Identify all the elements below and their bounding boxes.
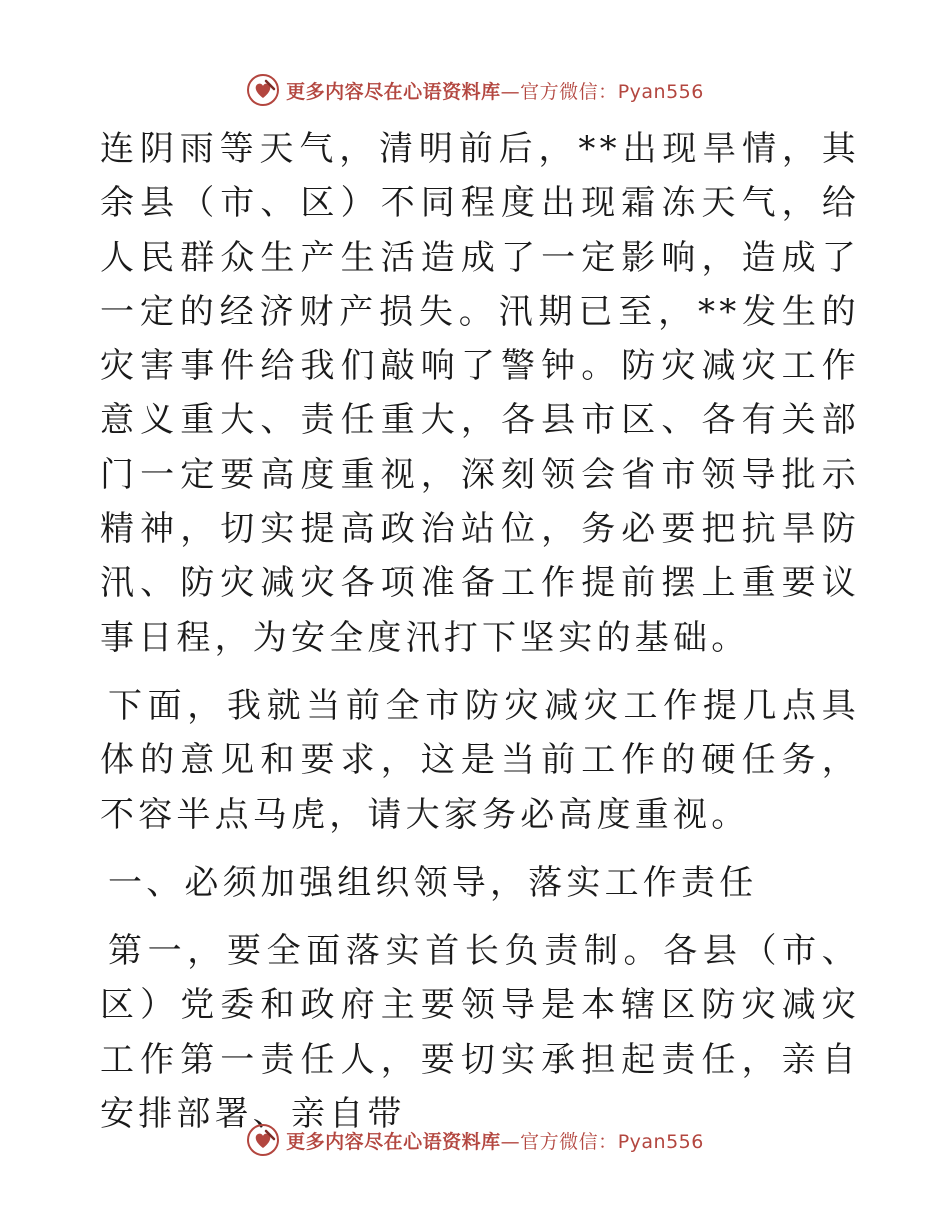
watermark-separator: — [500,1130,521,1153]
paragraph-first-point: 第一，要全面落实首长负责制。各县（市、区）党委和政府主要领导是本辖区防灾减灾工作第一责任人，要切实承担起责任，亲自安排部署、亲自带 [100,931,860,1135]
heart-pen-logo-icon [246,1123,280,1157]
section-heading-1: 一、必须加强组织领导，落实工作责任 [108,862,758,903]
watermark-wechat-id: Pyan556 [617,80,704,103]
watermark-wechat-id: Pyan556 [617,1130,704,1153]
paragraph-requirements: 下面，我就当前全市防灾减灾工作提几点具体的意见和要求，这是当前工作的硬任务，不容半点马虎，请大家务必高度重视。 [100,685,860,835]
watermark-main-text: 更多内容尽在心语资料库 [286,80,501,103]
heart-pen-logo-icon [246,73,280,107]
watermark-wechat-label: 官方微信： [520,80,618,103]
watermark-wechat-label: 官方微信： [520,1130,618,1153]
document-body [100,122,860,1141]
header-watermark [0,70,950,110]
footer-watermark [0,1120,950,1160]
watermark-separator: — [500,80,521,103]
watermark-main-text: 更多内容尽在心语资料库 [286,1130,501,1153]
paragraph-intro: 连阴雨等天气，清明前后，**出现旱情，其余县（市、区）不同程度出现霜冻天气，给人民群众生产生活造成了一定影响，造成了一定的经济财产损失。汛期已至，**发生的灾害事件给我们敲响了警钟。防灾减灾工作意义重大、责任重大，各县市区、各有关部门一定要高度重视，深刻领会省市领导批示精神，切实提高政治站位，务必要把抗旱防汛、防灾减灾各项准备工作提前摆上重要议事日程，为安全度汛打下坚实的基础。 [100,129,860,658]
